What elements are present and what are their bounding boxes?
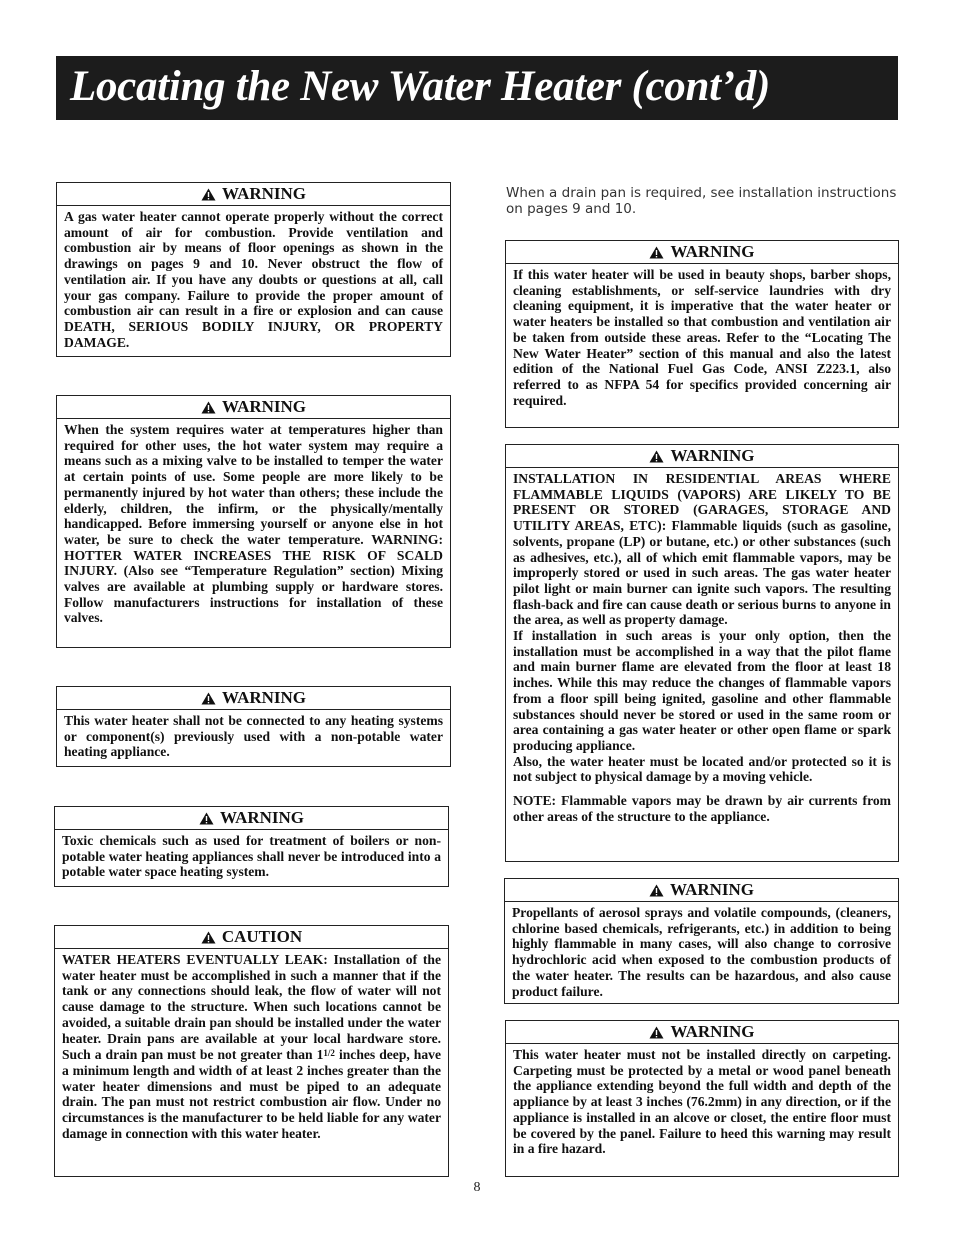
warning-header-label: WARNING <box>221 184 307 203</box>
warning-box-aerosol <box>504 878 899 1004</box>
caution-text <box>62 952 441 1141</box>
warning-header <box>57 396 450 419</box>
warning-text: INSTALLATION IN RESIDENTIAL AREAS WHERE FLAMMABLE LIQUIDS (VAPORS) ARE LIKELY TO BE PRESENT OR STORED (GARAGES, STORAGE AND UTILITY AREAS, ETC): Flammable liquids (such as gasoline, solvents, propane (LP) or butane, etc.) or other substances (such as adhesives, etc.), all of which emit flammable vapors, may be improperly stored or used in such areas. The gas water heater pilot light or main burner can ignite such vapors. The resulting flash-back and fire can cause death or serious burns to anyone in the area, as well as property damage. <box>513 471 891 628</box>
warning-header <box>505 879 898 902</box>
warning-note: NOTE: Flammable vapors may be drawn by air currents from other areas of the structure to the appliance. <box>513 793 891 824</box>
warning-text: A gas water heater cannot operate properly without the correct amount of air for combustion. Provide ventilation and combustion air by means of floor openings as shown in the drawings on pages 9 and 10. Never obstruct the flow of ventilation air. If you have any doubts or questions at all, call your gas company. Failure to provide the proper amount of combustion air can result in a fire or explosion and can cause DEATH, SERIOUS BODILY INJURY, OR PROPERTY DAMAGE. <box>64 209 443 350</box>
warning-box-combustion-air <box>56 182 451 357</box>
title-bar <box>56 56 898 120</box>
page-number: 8 <box>473 1180 481 1195</box>
warning-triangle-icon <box>199 812 214 825</box>
page-title: Locating the New Water Heater (cont’d) <box>70 63 771 110</box>
warning-header <box>57 687 450 710</box>
fraction: 1/2 <box>323 1048 335 1059</box>
warning-text: Propellants of aerosol sprays and volatile compounds, (cleaners, chlorine based chemicals, refrigerants, etc.) in addition to being highly flammable in many cases, will also change to corrosive hydrochloric acid when exposed to the combustion products of the water heater. The results can be hazardous, and also cause product failure. <box>512 905 891 999</box>
warning-header-label: WARNING <box>221 397 307 416</box>
warning-box-beauty-shops <box>505 240 899 428</box>
caution-text-part: WATER HEATERS EVENTUALLY LEAK: Installation of the water heater must be accomplished in such a manner that if the tank or any connections should leak, the flow of water will not cause damage to the structure. When such locations cannot be avoided, a suitable drain pan should be installed under the water heater. Drain pans are available at your local hardware store. Such a drain pan must be not greater than 1 <box>62 952 441 1063</box>
warning-triangle-icon <box>201 692 216 705</box>
caution-box-leaks <box>54 925 449 1177</box>
warning-box-flammable-vapors <box>505 444 899 862</box>
warning-header-label: WARNING <box>670 242 755 261</box>
warning-header-label: WARNING <box>221 688 307 707</box>
warning-box-carpeting <box>505 1020 899 1177</box>
caution-header-label: CAUTION <box>221 927 303 946</box>
warning-text: If this water heater will be used in beauty shops, barber shops, cleaning establishments, or self-service laundries with dry cleaning equipment, it is imperative that the water heater or water heaters be installed so that combustion and ventilation air be taken from outside these areas. Refer to the “Locating The New Water Heater” section of this manual and also the latest edition of the National Fuel Gas Code, ANSI Z223.1, also referred to as NFPA 54 for specifics provided concerning air required. <box>513 267 891 408</box>
warning-header <box>506 241 898 264</box>
warning-text: Toxic chemicals such as used for treatment of boilers or non-potable water heating appliances shall never be introduced into a potable water space heating system. <box>62 833 441 880</box>
warning-header-label: WARNING <box>669 880 755 899</box>
warning-header <box>55 807 448 830</box>
warning-box-hot-water <box>56 395 451 648</box>
warning-triangle-icon <box>201 401 216 414</box>
warning-triangle-icon <box>201 188 216 201</box>
warning-header <box>506 445 898 468</box>
warning-text: Also, the water heater must be located and/or protected so it is not subject to physical damage by a moving vehicle. <box>513 753 891 785</box>
caution-text-part: inches deep, have a minimum length and width of at least 2 inches greater than the water heater dimensions and must be piped to an adequate drain. The pan must not restrict combustion air flow. Under no circumstances is the manufacturer to be held liable for any water damage in connection with this water heater. <box>62 1047 441 1141</box>
warning-box-toxic-chemicals <box>54 806 449 887</box>
warning-box-heating-systems <box>56 686 451 767</box>
warning-text: This water heater shall not be connected to any heating systems or component(s) previously used with a non-potable water heating appliance. <box>64 713 443 760</box>
warning-text: If installation in such areas is your only option, then the installation must be accomplished in a way that the pilot flame and main burner flame are elevated from the floor at least 18 inches. While this may reduce the changes of flammable vapors from a floor spill being ignited, gasoline and other flammable substances should never be stored or used in the same room or area containing a gas water heater or other open flame or spark producing appliance. <box>513 628 891 753</box>
warning-triangle-icon <box>649 1026 664 1039</box>
warning-triangle-icon <box>649 450 664 463</box>
warning-header <box>57 183 450 206</box>
warning-triangle-icon <box>649 884 664 897</box>
warning-header-label: WARNING <box>219 808 305 827</box>
warning-header <box>506 1021 898 1044</box>
warning-header-label: WARNING <box>670 1022 755 1041</box>
warning-text: When the system requires water at temperatures higher than required for other uses, the hot water system may require a means such as a mixing valve to be installed to temper the water at certain points of use. Some people are more likely to be permanently injured by hot water than others; these include the elderly, children, the infirm, or the physically/mentally handicapped. Before immersing yourself or anyone else in hot water, be sure to check the water temperature. WARNING: HOTTER WATER INCREASES THE RISK OF SCALD INJURY. (Also see “Temperature Regulation” section) Mixing valves are available at plumbing supply or hardware stores. Follow manufacturers instructions for installation of these valves. <box>64 422 443 626</box>
warning-triangle-icon <box>649 246 664 259</box>
caution-header <box>55 926 448 949</box>
warning-text: This water heater must not be installed directly on carpeting. Carpeting must be protected by a metal or wood panel beneath the appliance extending beyond the full width and depth of the appliance by at least 3 inches (76.2mm) in any direction, or if the appliance is installed in an alcove or closet, the entire floor must be covered by the panel. Failure to heed this warning may result in a fire hazard. <box>513 1047 891 1157</box>
warning-header-label: WARNING <box>670 446 755 465</box>
intro-text: When a drain pan is required, see installation instructions on pages 9 and 10. <box>506 185 897 217</box>
warning-triangle-icon <box>201 931 216 944</box>
